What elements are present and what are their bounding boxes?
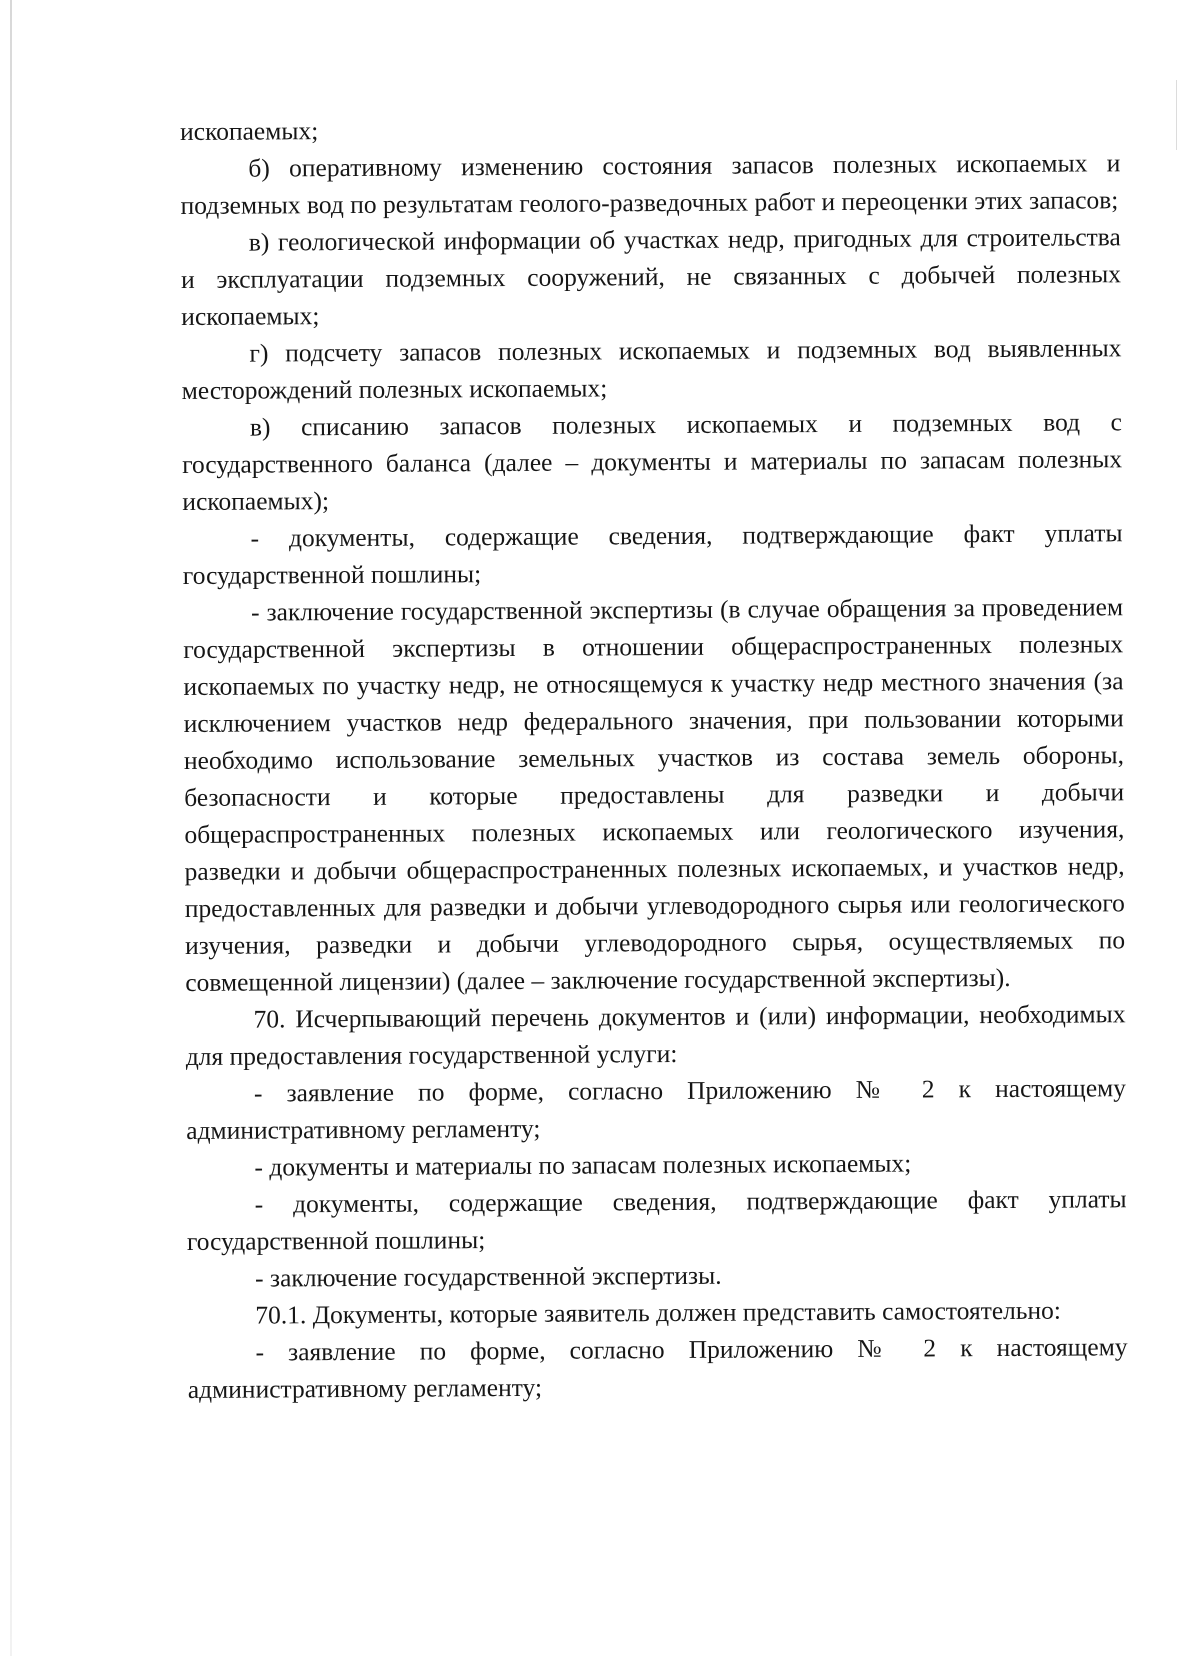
paragraph-section-70-1: 70.1. Документы, которые заявитель должен представить самостоятельно: bbox=[255, 1295, 1062, 1330]
paragraph-item-v-writeoff: в) списанию запасов полезных ископаемых и подземных вод с государственного баланса (далее – документы и материалы по запасам полезных ископаемых); bbox=[182, 407, 1123, 516]
paragraph-expert-conclusion-definition: - заключение государственной экспертизы (в случае обращения за проведением государственной экспертизы в отношении общераспространенных полезных ископаемых по участку недр, не относящемуся к участку недр местного значения (за исключением участков недр федерального значения, при пользовании которыми необходимо использование земельных участков из состава земель обороны, безопасности и которые предоставлены для разведки и добычи общераспространенных полезных ископаемых или геологического изучения, разведки и добычи общераспространенных полезных ископаемых, и участков недр, предоставленных для разведки и добычи углеводородного сырья или геологического изучения, разведки и добычи углеводородного сырья, осуществляемых по совмещенной лицензии) (далее – заключение государственной экспертизы). bbox=[183, 592, 1126, 997]
paragraph-item-g: г) подсчету запасов полезных ископаемых и подземных вод выявленных месторождений полезных ископаемых; bbox=[181, 333, 1122, 405]
paragraph-item-b: б) оперативному изменению состояния запасов полезных ископаемых и подземных вод по результатам геолого-разведочных работ и переоценки этих запасов; bbox=[180, 148, 1121, 220]
paragraph-section-70: 70. Исчерпывающий перечень документов и (или) информации, необходимых для предоставления государственной услуги: bbox=[185, 999, 1126, 1071]
paragraph-continuation: ископаемых; bbox=[180, 116, 319, 146]
paragraph-reserves-documents: - документы и материалы по запасам полезных ископаемых; bbox=[254, 1148, 912, 1182]
paragraph-expert-conclusion: - заключение государственной экспертизы. bbox=[255, 1260, 722, 1293]
paragraph-fee-documents: - документы, содержащие сведения, подтверждающие факт уплаты государственной пошлины; bbox=[182, 518, 1123, 590]
scan-edge-left bbox=[10, 0, 12, 1656]
paragraph-item-v-geology: в) геологической информации об участках недр, пригодных для строительства и эксплуатации подземных сооружений, не связанных с добычей полезных ископаемых; bbox=[180, 222, 1122, 331]
paragraph-application-form: - заявление по форме, согласно Приложению № 2 к настоящему административному регламенту; bbox=[186, 1073, 1127, 1145]
paragraph-application-form-self: - заявление по форме, согласно Приложению № 2 к настоящему административному регламенту; bbox=[187, 1332, 1128, 1404]
paragraph-fee-documents-list: - документы, содержащие сведения, подтверждающие факт уплаты государственной пошлины; bbox=[186, 1184, 1127, 1256]
scan-edge-mark bbox=[1176, 80, 1177, 150]
document-body bbox=[180, 107, 1128, 1408]
